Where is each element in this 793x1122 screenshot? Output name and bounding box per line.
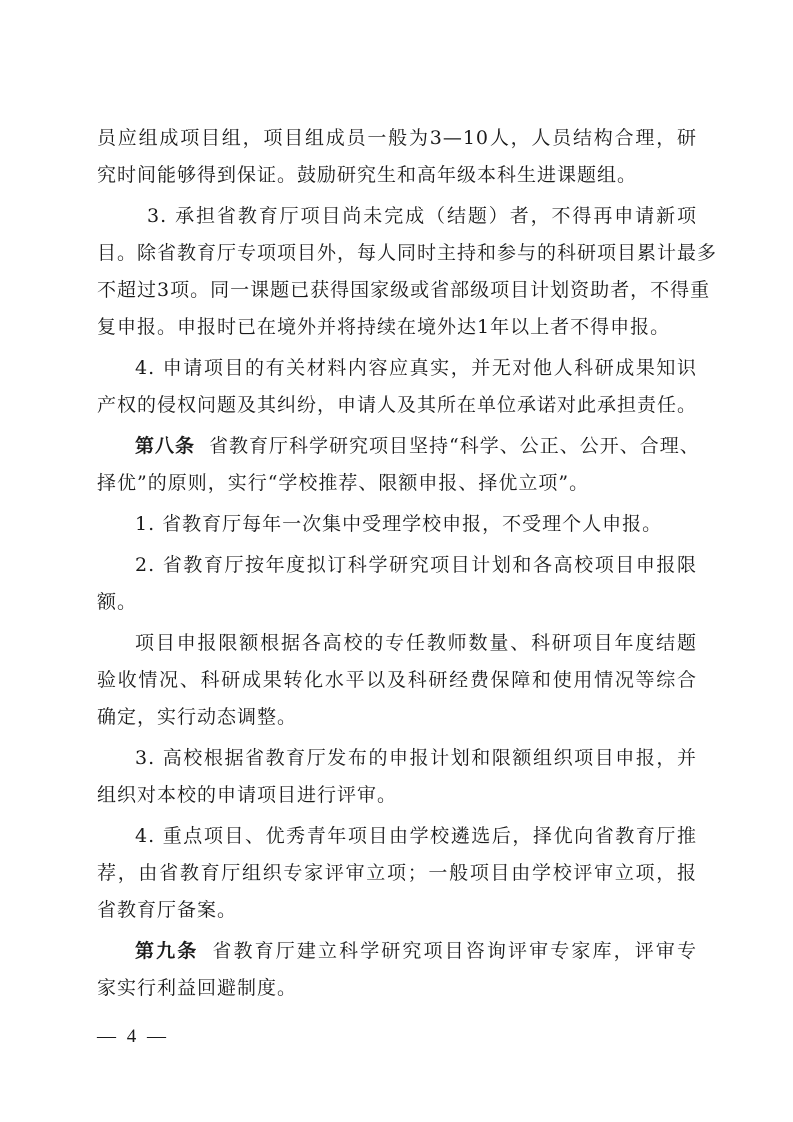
text-segment: 省教育厅科学研究项目坚持“科学、公正、公开、合理、	[209, 435, 700, 457]
text-line: 组织对本校的申请项目进行评审。	[97, 784, 398, 806]
text-line: 项目申报限额根据各高校的专任教师数量、科研项目年度结题	[135, 632, 697, 654]
article-heading-line	[97, 933, 697, 970]
text-segment: 省教育厅建立科学研究项目咨询评审专家库，评审专	[212, 940, 697, 962]
article-heading-line	[97, 428, 700, 465]
text-line: 验收情况、科研成果转化水平以及科研经费保障和使用情况等综合	[97, 669, 697, 691]
text-line: 3. 高校根据省教育厅发布的申报计划和限额组织项目申报，并	[135, 747, 697, 769]
text-line: 省教育厅备案。	[97, 899, 238, 921]
text-line: 2. 省教育厅按年度拟订科学研究项目计划和各高校项目申报限	[135, 554, 697, 576]
text-line: 究时间能够得到保证。鼓励研究生和高年级本科生进课题组。	[97, 164, 638, 186]
text-line: 员应组成项目组，项目组成员一般为3—10人，人员结构合理，研	[97, 127, 697, 149]
text-line: 4. 申请项目的有关材料内容应真实，并无对他人科研成果知识	[135, 357, 697, 379]
text-line: 目。除省教育厅专项项目外，每人同时主持和参与的科研项目累计最多	[97, 242, 718, 264]
text-line: 择优”的原则，实行“学校推荐、限额申报、择优立项”。	[97, 472, 590, 494]
text-line: 确定，实行动态调整。	[97, 706, 298, 728]
article-number: 第九条	[135, 940, 199, 962]
text-line: 复申报。申报时已在境外并将持续在境外达1年以上者不得申报。	[97, 316, 671, 338]
text-line: 荐，由省教育厅组织专家评审立项；一般项目由学校评审立项，报	[97, 862, 697, 884]
text-line: 3. 承担省教育厅项目尚未完成（结题）者，不得再申请新项	[147, 205, 697, 227]
document-body	[97, 120, 718, 1007]
text-line: 4. 重点项目、优秀青年项目由学校遴选后，择优向省教育厅推	[135, 825, 697, 847]
text-line: 不超过3项。同一课题已获得国家级或省部级项目计划资助者，不得重	[97, 279, 711, 301]
article-number: 第八条	[135, 435, 196, 457]
text-line: 1. 省教育厅每年一次集中受理学校申报，不受理个人申报。	[135, 513, 663, 535]
text-line: 家实行利益回避制度。	[97, 977, 298, 999]
text-line: 额。	[97, 591, 138, 613]
text-line: 产权的侵权问题及其纠纷，申请人及其所在单位承诺对此承担责任。	[97, 394, 698, 416]
page-number: — 4 —	[97, 1026, 169, 1047]
